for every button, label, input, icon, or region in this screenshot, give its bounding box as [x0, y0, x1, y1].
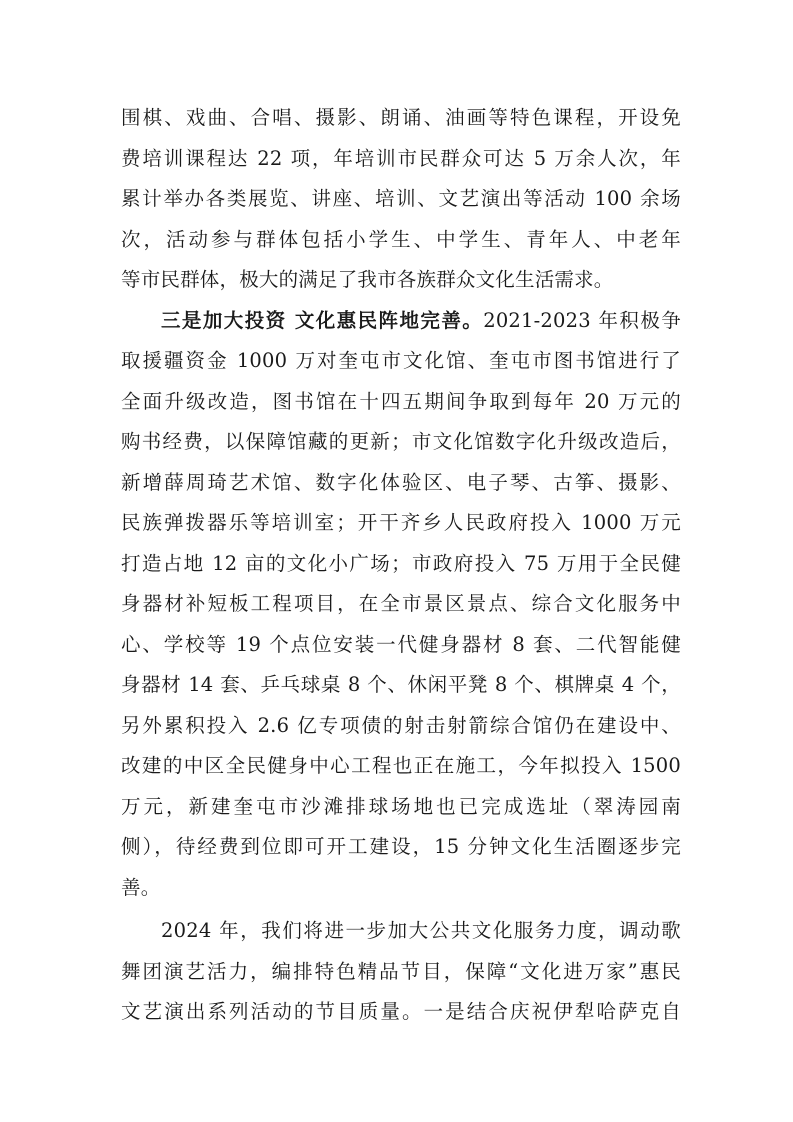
text-line: 累计举办各类展览、讲座、培训、文艺演出等活动 100 余场	[121, 187, 681, 210]
text-line: 围棋、戏曲、合唱、摄影、朗诵、油画等特色课程，开设免	[121, 106, 681, 129]
text-line: 身器材补短板工程项目，在全市景区景点、综合文化服务中	[121, 592, 681, 615]
text-line: 身器材 14 套、乒乓球桌 8 个、休闲平凳 8 个、棋牌桌 4 个，	[121, 673, 681, 696]
text-line: 万元，新建奎屯市沙滩排球场地也已完成选址（翠涛园南	[121, 794, 681, 818]
text-line: 改建的中区全民健身中心工程也正在施工，今年拟投入 1500	[121, 754, 681, 777]
text-line: 次，活动参与群体包括小学生、中学生、青年人、中老年	[121, 227, 681, 251]
text-line: 等市民群体，极大的满足了我市各族群众文化生活需求。	[121, 268, 614, 291]
text-line: 全面升级改造，图书馆在十四五期间争取到每年 20 万元的	[121, 389, 681, 413]
text-line: 舞团演艺活力，编排特色精品节目，保障“文化进万家”惠民	[121, 959, 681, 983]
document-body	[121, 98, 681, 1033]
paragraph-2	[121, 301, 681, 909]
text-run: 2021-2023 年积极争	[483, 308, 681, 332]
text-line: 费培训课程达 22 项，年培训市民群众可达 5 万余人次，年	[121, 146, 681, 170]
text-line: 取援疆资金 1000 万对奎屯市文化馆、奎屯市图书馆进行了	[121, 349, 681, 372]
text-line: 民族弹拨器乐等培训室；开干齐乡人民政府投入 1000 万元	[121, 511, 681, 534]
text-line: 文艺演出系列活动的节目质量。一是结合庆祝伊犁哈萨克自	[121, 1000, 681, 1023]
text-line: 善。	[121, 875, 161, 899]
text-line: 打造占地 12 亩的文化小广场；市政府投入 75 万用于全民健	[121, 551, 681, 575]
text-line: 购书经费，以保障馆藏的更新；市文化馆数字化升级改造后，	[121, 430, 681, 453]
text-line: 侧），待经费到位即可开工建设，15 分钟文化生活圈逐步完	[121, 835, 681, 858]
text-line-first: 2024 年，我们将进一步加大公共文化服务力度，调动歌	[161, 919, 681, 942]
paragraph-3	[121, 911, 681, 1033]
text-line: 新增薛周琦艺术馆、数字化体验区、电子琴、古筝、摄影、	[121, 470, 681, 494]
paragraph-1	[121, 98, 681, 301]
text-line: 心、学校等 19 个点位安装一代健身器材 8 套、二代智能健	[121, 632, 681, 656]
section-heading: 三是加大投资 文化惠民阵地完善。	[161, 308, 484, 332]
text-line: 另外累积投入 2.6 亿专项债的射击射箭综合馆仍在建设中、	[121, 713, 681, 737]
text-line-first	[121, 301, 681, 342]
